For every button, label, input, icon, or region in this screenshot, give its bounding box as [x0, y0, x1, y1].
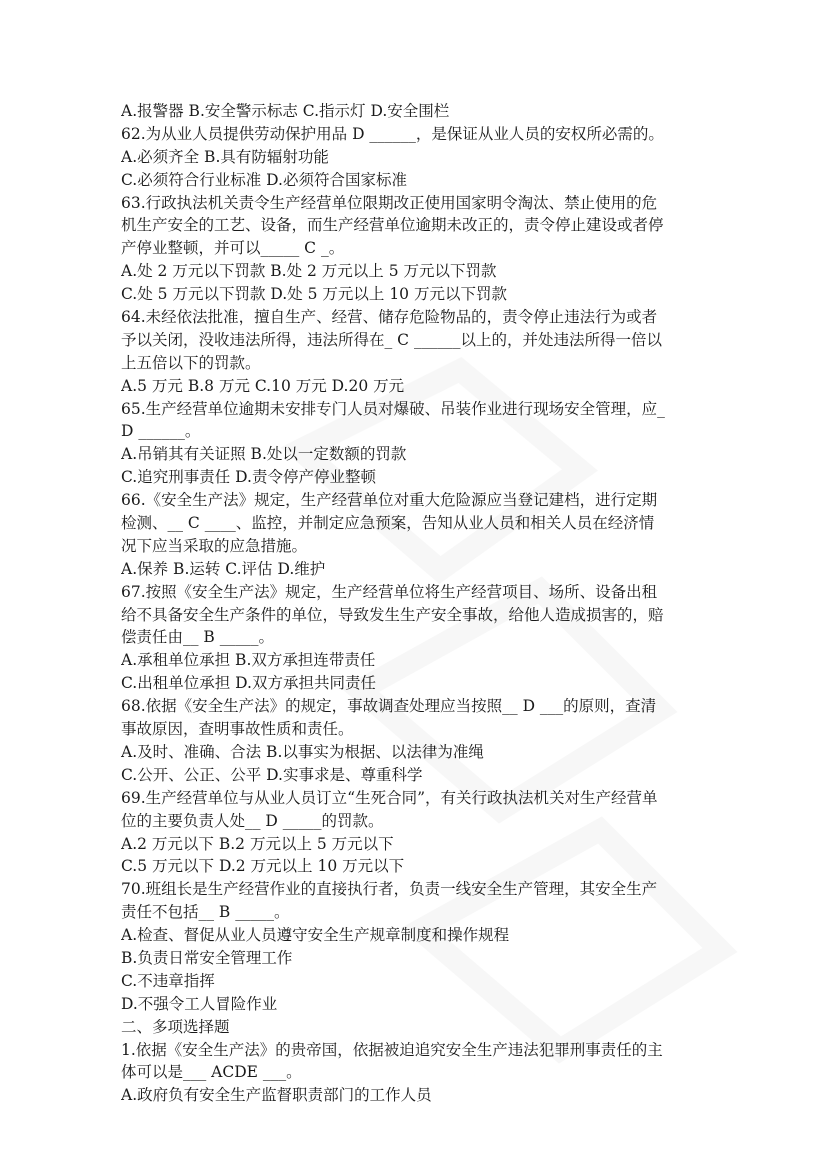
text-line: A.承租单位承担 B.双方承担连带责任 — [121, 651, 376, 670]
text-line: 64.未经依法批准，擅自生产、经营、储存危险物品的，责令停止违法行为或者 — [121, 308, 658, 327]
text-line: 责任不包括__ B _____。 — [121, 903, 290, 922]
text-line: 63.行政执法机关责令生产经营单位限期改正使用国家明令淘汰、禁止使用的危 — [121, 193, 658, 212]
document-text — [121, 100, 713, 1107]
text-line: 66.《安全生产法》规定，生产经营单位对重大危险源应当登记建档，进行定期 — [121, 491, 658, 510]
text-line: A.处 2 万元以下罚款 B.处 2 万元以上 5 万元以下罚款 — [121, 262, 497, 281]
text-line: A.5 万元 B.8 万元 C.10 万元 D.20 万元 — [121, 376, 405, 395]
text-line: 68.依据《安全生产法》的规定，事故调查处理应当按照__ D ___的原则，查清 — [121, 697, 657, 716]
text-line: 产停业整顿，并可以_____ C _。 — [121, 239, 345, 258]
text-line: 事故原因，查明事故性质和责任。 — [121, 720, 354, 739]
text-line: 况下应当采取的应急措施。 — [121, 536, 308, 555]
text-line: 予以关闭，没收违法所得，违法所得在_ C ______以上的，并处违法所得一倍以 — [121, 330, 662, 349]
text-line: 上五倍以下的罚款。 — [121, 353, 261, 372]
text-line: 1.依据《安全生产法》的贵帝国，依据被迫追究安全生产违法犯罪刑事责任的主 — [121, 1040, 663, 1059]
text-line: 给不具备安全生产条件的单位，导致发生生产安全事故，给他人造成损害的，赔 — [121, 605, 664, 624]
text-line: 位的主要负责人处__ D _____的罚款。 — [121, 811, 384, 830]
text-line: C.处 5 万元以下罚款 D.处 5 万元以上 10 万元以下罚款 — [121, 285, 507, 304]
text-line: 二、多项选择题 — [121, 1017, 230, 1036]
text-line: A.必须齐全 B.具有防辐射功能 — [121, 147, 329, 166]
text-line: C.5 万元以下 D.2 万元以上 10 万元以下 — [121, 857, 405, 876]
text-line: C.公开、公正、公平 D.实事求是、尊重科学 — [121, 765, 423, 784]
text-line: C.出租单位承担 D.双方承担共同责任 — [121, 674, 376, 693]
text-line: C.必须符合行业标准 D.必须符合国家标准 — [121, 170, 407, 189]
text-line: 机生产安全的工艺、设备，而生产经营单位逾期未改正的，责令停止建设或者停 — [121, 216, 664, 235]
text-line: C.不违章指挥 — [121, 971, 215, 990]
text-line: 62.为从业人员提供劳动保护用品 D ______，是保证从业人员的安权所必需的。 — [121, 124, 664, 143]
text-line: 69.生产经营单位与从业人员订立“生死合同”，有关行政执法机关对生产经营单 — [121, 788, 658, 807]
text-line: A.吊销其有关证照 B.处以一定数额的罚款 — [121, 445, 407, 464]
text-line: D.不强令工人冒险作业 — [121, 994, 278, 1013]
text-line: 70.班组长是生产经营作业的直接执行者，负责一线安全生产管理，其安全生产 — [121, 880, 658, 899]
text-line: 65.生产经营单位逾期未安排专门人员对爆破、吊装作业进行现场安全管理，应_ — [121, 399, 665, 418]
text-line: D ______。 — [121, 422, 201, 441]
text-line: A.保养 B.运转 C.评估 D.维护 — [121, 559, 326, 578]
text-line: 67.按照《安全生产法》规定，生产经营单位将生产经营项目、场所、设备出租 — [121, 582, 658, 601]
text-line: A.政府负有安全生产监督职责部门的工作人员 — [121, 1086, 432, 1105]
text-line: 偿责任由__ B _____。 — [121, 628, 274, 647]
text-line: A.2 万元以下 B.2 万元以上 5 万元以下 — [121, 834, 394, 853]
text-line: A.报警器 B.安全警示标志 C.指示灯 D.安全围栏 — [121, 102, 450, 120]
text-line: A.检查、督促从业人员遵守安全生产规章制度和操作规程 — [121, 926, 510, 945]
text-line: A.及时、准确、合法 B.以事实为根据、以法律为准绳 — [121, 742, 484, 761]
text-line: C.追究刑事责任 D.责令停产停业整顿 — [121, 468, 376, 487]
text-line: 体可以是___ ACDE ___。 — [121, 1063, 302, 1082]
text-line: B.负责日常安全管理工作 — [121, 948, 293, 967]
text-line: 检测、__ C ____、监控，并制定应急预案，告知从业人员和相关人员在经济情 — [121, 514, 655, 533]
